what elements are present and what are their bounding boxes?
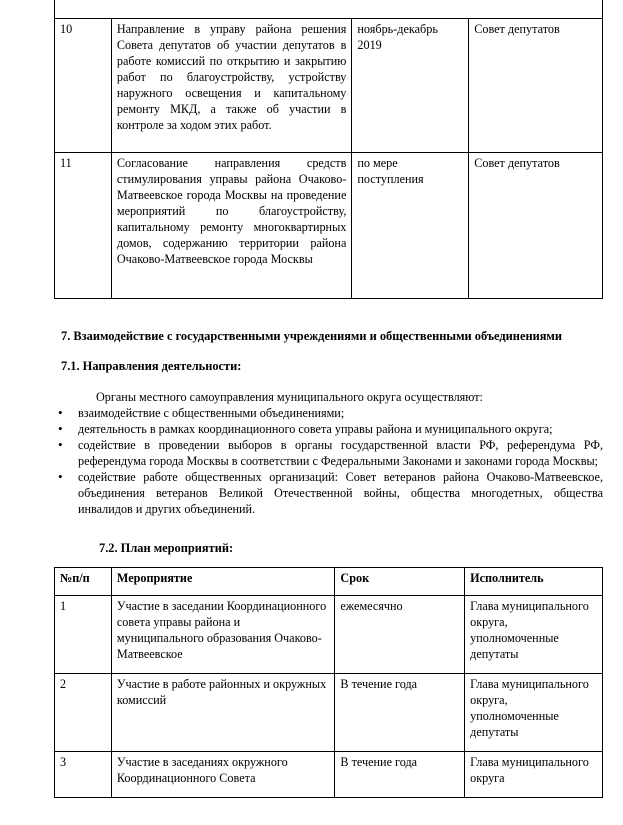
intro-paragraph: Органы местного самоуправления муниципального округа осуществляют:: [96, 390, 483, 404]
header-event: Мероприятие: [111, 568, 335, 596]
plan-table-continued: [54, 18, 603, 299]
header-executor: Исполнитель: [465, 568, 603, 596]
table-row: [55, 752, 603, 798]
row-executor: Глава муниципального округа, уполномоченные депутаты: [465, 596, 603, 674]
row-executor: Совет депутатов: [469, 153, 603, 299]
header-number: №п/п: [55, 568, 112, 596]
table-header-row: [55, 568, 603, 596]
table-continuation-border: [54, 0, 603, 18]
activity-list: [54, 405, 603, 517]
row-term: В течение года: [335, 752, 465, 798]
section-heading: 7. Взаимодействие с государственными учреждениями и общественными объединениями: [61, 329, 563, 343]
row-executor: Глава муниципального округа, уполномоченные депутаты: [465, 674, 603, 752]
row-number: 1: [55, 596, 112, 674]
row-executor: Глава муниципального округа: [465, 752, 603, 798]
table-row: [55, 674, 603, 752]
header-term: Срок: [335, 568, 465, 596]
row-event: Направление в управу района решения Совета депутатов об участии депутатов в работе комиссий по открытию и закрытию работ по благоустройству, устройству наружного освещения и капитальному ремонту МКД, а также об участии в контроле за ходом этих работ.: [111, 19, 352, 153]
row-term: по мере поступления: [352, 153, 469, 299]
row-executor: Совет депутатов: [469, 19, 603, 153]
table-row: [55, 596, 603, 674]
row-number: 2: [55, 674, 112, 752]
subsection-heading-directions: 7.1. Направления деятельности:: [61, 359, 242, 373]
row-event: Участие в заседаниях окружного Координационного Совета: [111, 752, 335, 798]
row-event: Участие в заседании Координационного совета управы района и муниципального образования Очаково-Матвеевское: [111, 596, 335, 674]
row-number: 11: [55, 153, 112, 299]
row-term: ежемесячно: [335, 596, 465, 674]
list-item: • деятельность в рамках координационного совета управы района и муниципального округа;: [54, 421, 603, 437]
list-item: • взаимодействие с общественными объединениями;: [54, 405, 603, 421]
row-number: 3: [55, 752, 112, 798]
list-item: • содействие работе общественных организаций: Совет ветеранов района Очаково-Матвеевское, объединения ветеранов Великой Отечественной войны, общества многодетных, общества инвалидов и других объединений.: [54, 469, 603, 517]
row-term: ноябрь-декабрь 2019: [352, 19, 469, 153]
row-number: 10: [55, 19, 112, 153]
list-item: • содействие в проведении выборов в органы государственной власти РФ, референдума РФ, референдума города Москвы в соответствии с Федеральными Законами и законами города Москвы;: [54, 437, 603, 469]
row-event: Участие в работе районных и окружных комиссий: [111, 674, 335, 752]
events-plan-table: [54, 567, 603, 798]
table-row: [55, 19, 603, 153]
subsection-heading-plan: 7.2. План мероприятий:: [99, 541, 234, 555]
table-row: [55, 153, 603, 299]
row-event: Согласование направления средств стимулирования управы района Очаково-Матвеевское города Москвы на проведение мероприятий по благоустройству, капитальному ремонту многоквартирных домов, содержанию территории района Очаково-Матвеевское города Москвы: [111, 153, 352, 299]
row-term: В течение года: [335, 674, 465, 752]
